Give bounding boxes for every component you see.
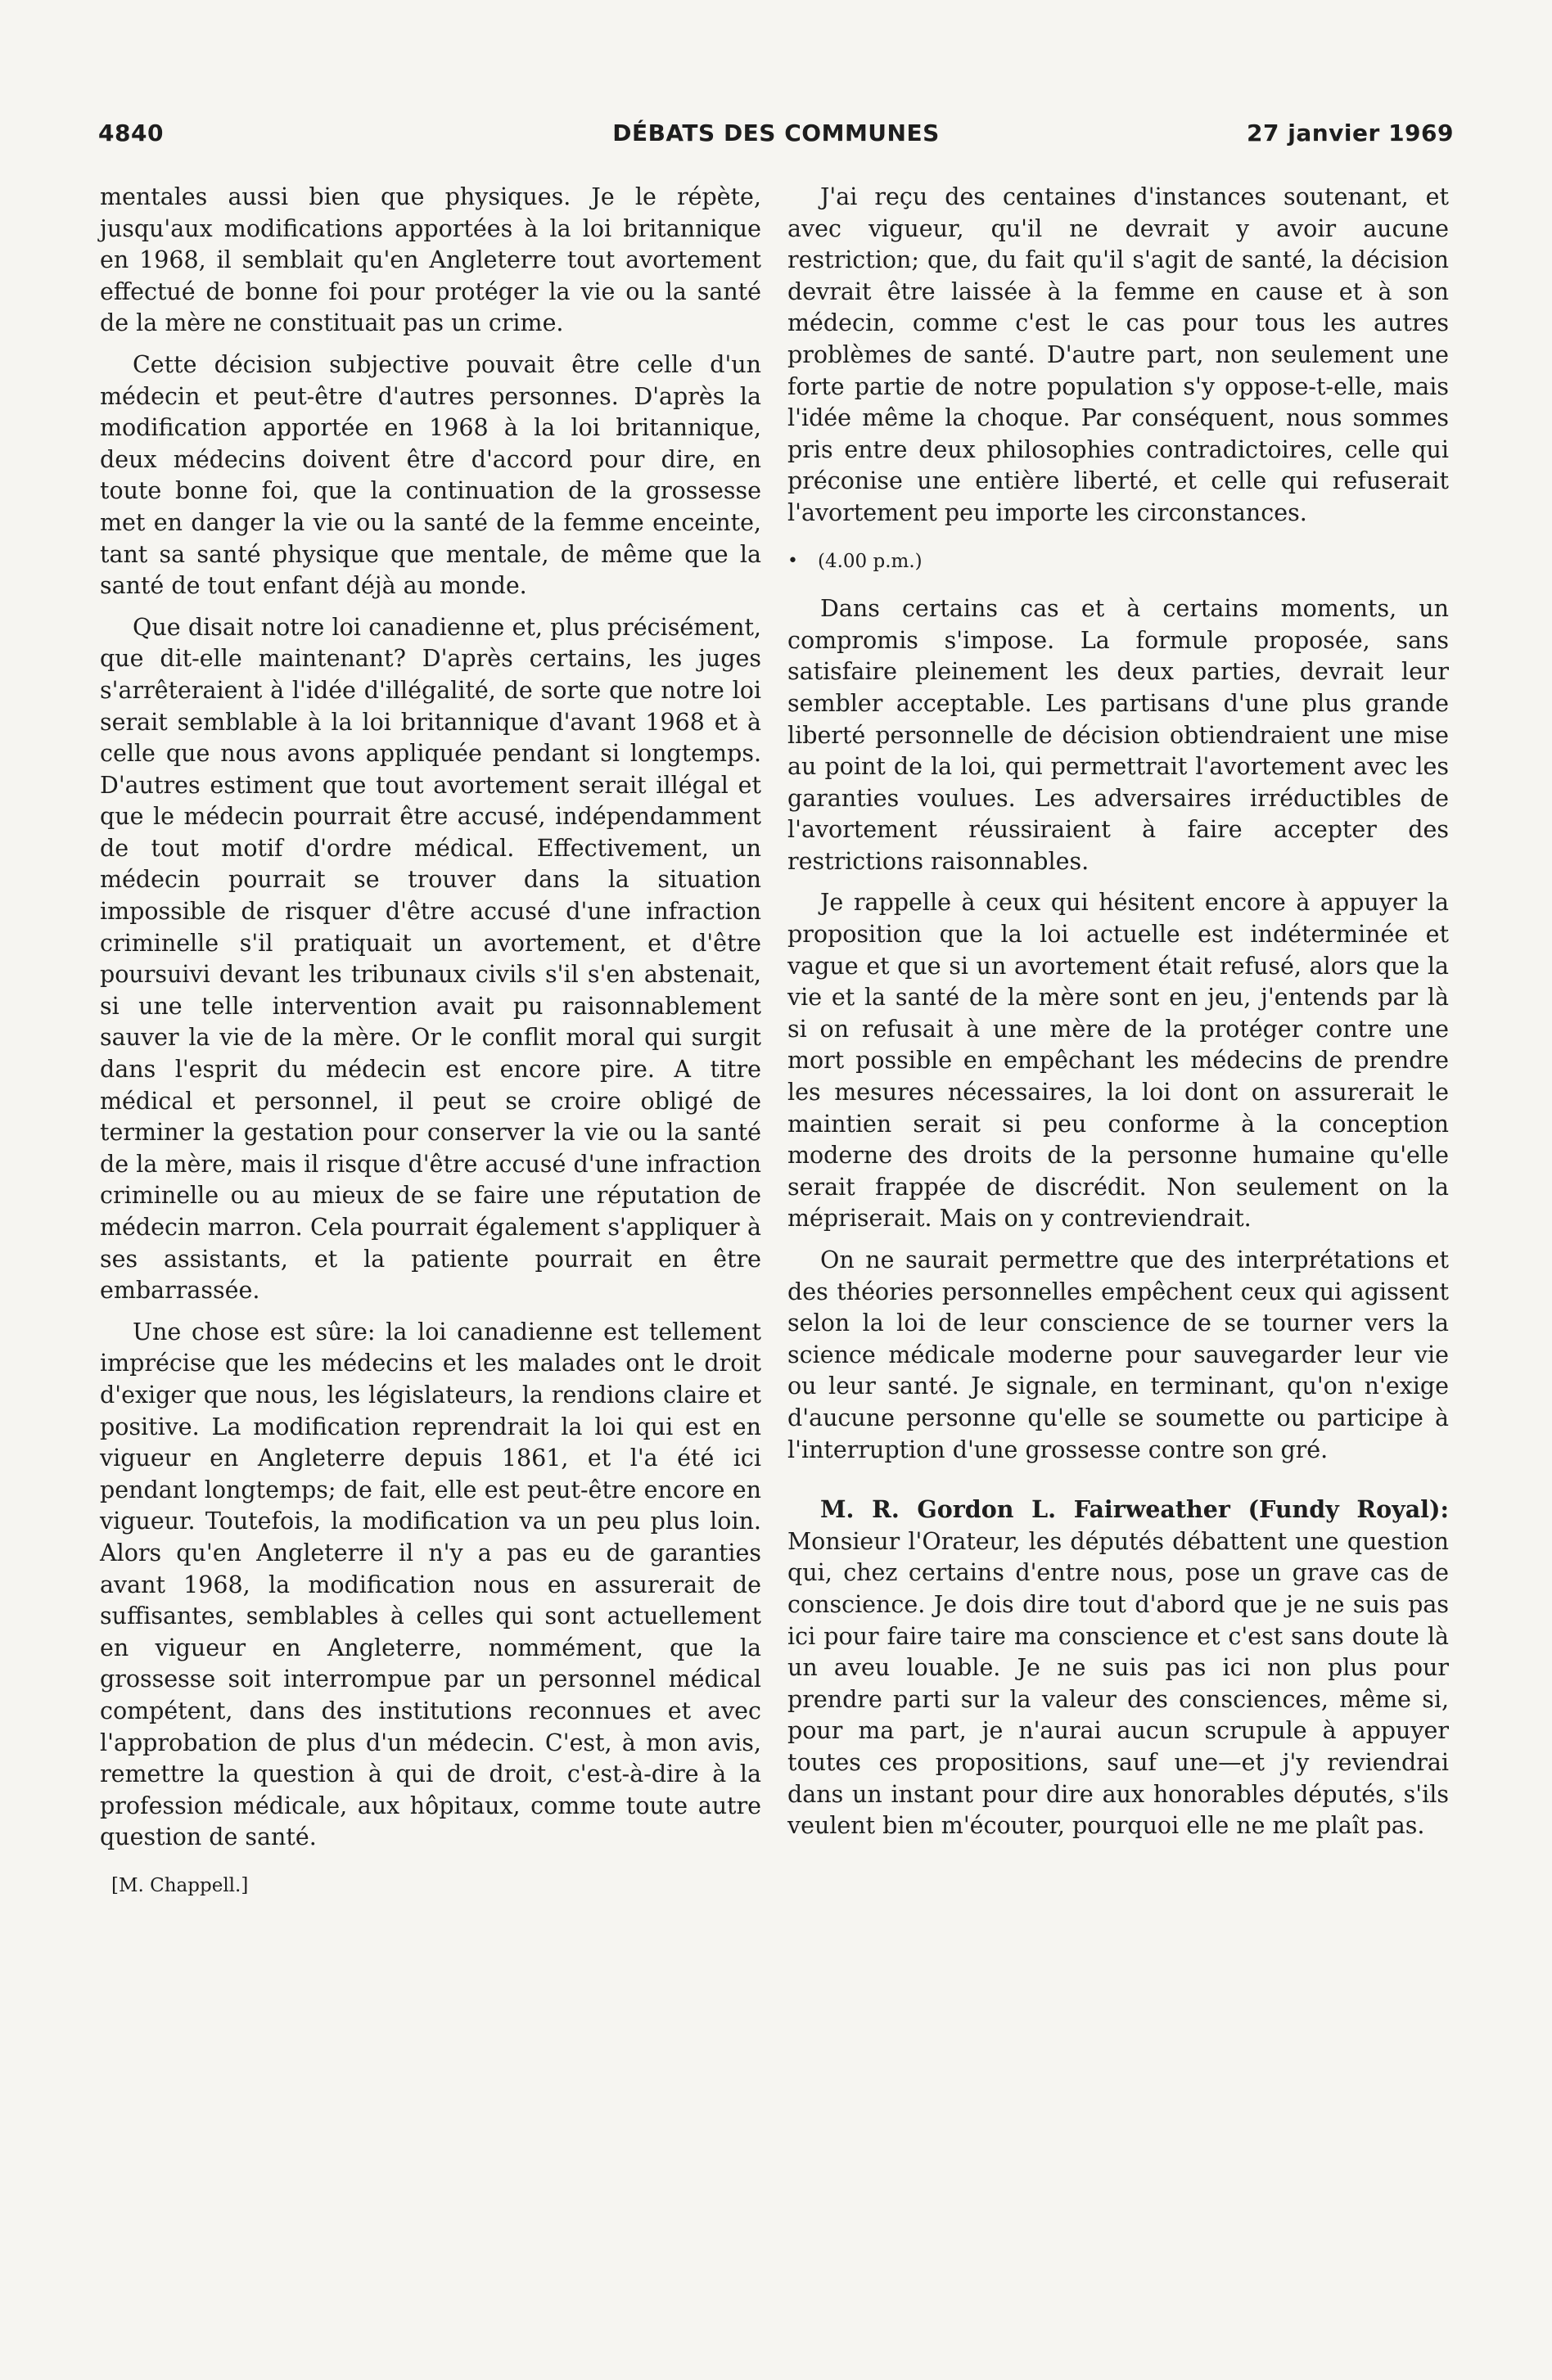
page-number: 4840 (98, 119, 164, 146)
paragraph: Dans certains cas et à certains moments, un compromis s'impose. La formule proposée, sans satisfaire pleinement les deux parties, devrait leur sembler acceptable. Les partisans d'une plus grande liberté personnelle de décision obtiendraient une mise au point de la loi, qui permettrait l'avortement avec les garanties voulues. Les adversaires irréductibles de l'avortement réussiraient à faire accepter des restrictions raisonnables. (787, 595, 1449, 875)
paragraph: Que disait notre loi canadienne et, plus précisément, que dit-elle maintenant? D'après certains, les juges s'arrêteraient à l'idée d'illégalité, de sorte que notre loi serait semblable à la loi britannique d'avant 1968 et à celle que nous avons appliquée pendant si longtemps. D'autres estiment que tout avortement serait illégal et que le médecin pourrait être accusé, indépendamment de tout motif d'ordre médical. Effectivement, un médecin pourrait se trouver dans la situation impossible de risquer d'être accusé d'une infraction criminelle s'il pratiquait un avortement, et d'être poursuivi devant les tribunaux civils s'il s'en abstenait, si une telle intervention avait pu raisonnablement sauver la vie de la mère. Or le conflit moral qui surgit dans l'esprit du médecin est encore pire. A titre médical et personnel, il peut se croire obligé de terminer la gestation pour conserver la vie ou la santé de la mère, mais il risque d'être accusé d'une infraction criminelle ou au mieux de se faire une réputation de médecin marron. Cela pourrait également s'appliquer à ses assistants, et la patiente pourrait en être embarrassée. (100, 613, 761, 1305)
paragraph: Cette décision subjective pouvait être celle d'un médecin et peut-être d'autres personnes. D'après la modification apportée en 1968 à la loi britannique, deux médecins doivent être d'accord pour dire, en toute bonne foi, que la continuation de la grossesse met en danger la vie ou la santé de la femme enceinte, tant sa santé physique que mentale, de même que la santé de tout enfant déjà au monde. (100, 350, 761, 600)
paragraph: J'ai reçu des centaines d'instances soutenant, et avec vigueur, qu'il ne devrait y avoir aucune restriction; que, du fait qu'il s'agit de santé, la décision devrait être laissée à la femme en cause et à son médecin, comme c'est le cas pour tous les autres problèmes de santé. D'autre part, non seulement une forte partie de notre population s'y oppose-t-elle, mais l'idée même la choque. Par conséquent, nous sommes pris entre deux philosophies contradictoires, celle qui préconise une entière liberté, et celle qui refuserait l'avortement peu importe les circonstances. (787, 183, 1449, 526)
page-header (98, 119, 1454, 152)
speaker-name: M. R. Gordon L. Fairweather (Fundy Royal): (820, 1495, 1449, 1524)
publication-title: DÉBATS DES COMMUNES (612, 119, 940, 146)
paragraph: mentales aussi bien que physiques. Je le répète, jusqu'aux modifications apportées à la loi britannique en 1968, il semblait qu'en Angleterre tout avortement effectué de bonne foi pour protéger la vie ou la santé de la mère ne constituait pas un crime. (100, 183, 761, 337)
speaker-attribution: [M. Chappell.] (111, 1874, 249, 1896)
left-column (100, 182, 761, 1901)
bullet-icon: • (787, 550, 798, 571)
paragraph: On ne saurait permettre que des interprétations et des théories personnelles empêchent ceux qui agissent selon la loi de leur conscience de se tourner vers la science médicale moderne pour sauvegarder leur vie ou leur santé. Je signale, en terminant, qu'on n'exige d'aucune personne qu'elle se soumette ou participe à l'interruption d'une grossesse contre son gré. (787, 1246, 1449, 1463)
paragraph: Je rappelle à ceux qui hésitent encore à appuyer la proposition que la loi actuelle est indéterminée et vague et que si un avortement était refusé, alors que la vie et la santé de la mère sont en jeu, j'entends par là si on refusait à une mère de la protéger contre une mort possible en empêchant les médecins de prendre les mesures nécessaires, la loi dont on assurerait le maintien serait si peu conforme à la conception moderne des droits de la personne humaine qu'elle serait frappée de discrédit. Non seulement on la mépriserait. Mais on y contreviendrait. (787, 889, 1449, 1233)
right-column (787, 182, 1449, 1852)
time-marker (787, 546, 1449, 578)
time-stamp: (4.00 p.m.) (817, 550, 923, 572)
page-date: 27 janvier 1969 (1247, 119, 1454, 146)
speech-text: Monsieur l'Orateur, les députés débattent une question qui, chez certains d'entre nous, pose un grave cas de conscience. Je dois dire tout d'abord que je ne suis pas ici pour faire taire ma conscience et c'est sans doute là un aveu louable. Je ne suis pas ici non plus pour prendre parti sur la valeur des consciences, même si, pour ma part, je n'aurai aucun scrupule à appuyer toutes ces propositions, sauf une—et j'y reviendrai dans un instant pour dire aux honorables députés, s'ils veulent bien m'écouter, pourquoi elle ne me plaît pas. (787, 1527, 1449, 1840)
speech-paragraph (787, 1494, 1449, 1842)
paragraph: Une chose est sûre: la loi canadienne est tellement imprécise que les médecins et les malades ont le droit d'exiger que nous, les législateurs, la rendions claire et positive. La modification reprendrait la loi qui est en vigueur en Angleterre depuis 1861, et l'a été ici pendant longtemps; de fait, elle est peut-être encore en vigueur. Toutefois, la modification va un peu plus loin. Alors qu'en Angleterre il n'y a pas eu de garanties avant 1968, la modification nous en assurerait de suffisantes, semblables à celles qui sont actuellement en vigueur en Angleterre, nommément, que la grossesse soit interrompue par un personnel médical compétent, dans des institutions reconnues et avec l'approbation de plus d'un médecin. C'est, à mon avis, remettre la question à qui de droit, c'est-à-dire à la profession médicale, aux hôpitaux, comme toute autre question de santé. (100, 1318, 761, 1851)
